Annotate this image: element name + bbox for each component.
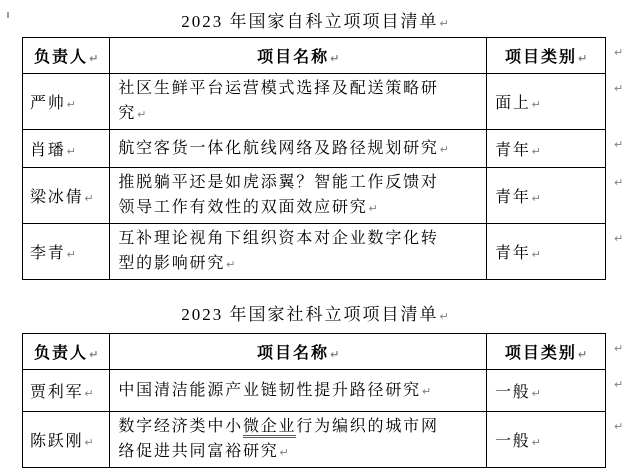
leader-cell bbox=[23, 370, 110, 412]
project-cell bbox=[110, 412, 487, 468]
project-cell bbox=[110, 168, 487, 224]
leader-name: 梁冰倩 bbox=[30, 189, 84, 206]
row-end-mark-icon: ↵ bbox=[614, 419, 624, 433]
paragraph-mark-icon: ↵ bbox=[368, 202, 378, 215]
paragraph-mark-icon: ↵ bbox=[66, 145, 76, 158]
project-name: 推脱躺平还是如虎添翼？智能工作反馈对领导工作有效性的双面效应研究 bbox=[118, 174, 439, 216]
header-project-category-label: 项目类别 bbox=[504, 345, 577, 362]
paragraph-mark-icon: ↵ bbox=[84, 192, 94, 205]
row-end-mark-icon: ↵ bbox=[614, 231, 624, 245]
header-leader-label: 负责人 bbox=[34, 49, 89, 66]
project-cell bbox=[110, 224, 487, 280]
grammar-underlined-text: 微企业 bbox=[243, 418, 296, 438]
header-project-category-label: 项目类别 bbox=[504, 49, 577, 66]
category-value: 一般 bbox=[495, 433, 531, 450]
paragraph-mark-icon: ↵ bbox=[89, 52, 99, 65]
leader-name: 陈跃刚 bbox=[30, 433, 84, 450]
leader-name: 肖璠 bbox=[30, 142, 66, 159]
project-name-segment: 行为编织的城市网络促进共同富裕研究 bbox=[118, 418, 439, 460]
category-cell bbox=[487, 74, 606, 130]
paragraph-mark-icon: ↵ bbox=[137, 108, 147, 121]
paragraph-mark-icon: ↵ bbox=[66, 98, 76, 111]
row-end-mark-icon: ↵ bbox=[614, 45, 624, 59]
paragraph-mark-icon: ↵ bbox=[330, 348, 340, 361]
row-end-mark bbox=[606, 74, 630, 130]
header-project-category bbox=[487, 38, 606, 74]
leader-cell bbox=[23, 130, 110, 168]
table-row bbox=[23, 130, 630, 168]
paragraph-mark-icon: ↵ bbox=[439, 17, 449, 30]
row-end-mark bbox=[606, 412, 630, 468]
nssf-list-title bbox=[0, 305, 630, 327]
table-row bbox=[23, 74, 630, 130]
category-cell bbox=[487, 224, 606, 280]
header-project-name bbox=[110, 334, 487, 370]
row-end-mark bbox=[606, 38, 630, 74]
nsfc-header-row bbox=[23, 38, 630, 74]
row-end-mark bbox=[606, 334, 630, 370]
header-project-category bbox=[487, 334, 606, 370]
leader-name: 李青 bbox=[30, 245, 66, 262]
category-value: 青年 bbox=[495, 142, 531, 159]
table-row bbox=[23, 412, 630, 468]
paragraph-mark-icon: ↵ bbox=[531, 436, 541, 449]
category-value: 青年 bbox=[495, 189, 531, 206]
project-name: 互补理论视角下组织资本对企业数字化转型的影响研究 bbox=[118, 230, 439, 272]
row-end-mark-icon: ↵ bbox=[614, 377, 624, 391]
project-cell bbox=[110, 370, 487, 412]
paragraph-mark-icon: ↵ bbox=[439, 310, 449, 323]
row-end-mark-icon: ↵ bbox=[614, 175, 624, 189]
row-end-mark bbox=[606, 168, 630, 224]
paragraph-mark-icon: ↵ bbox=[577, 348, 588, 361]
paragraph-mark-icon: ↵ bbox=[84, 436, 94, 449]
category-cell bbox=[487, 168, 606, 224]
nsfc-list-title-text: 2023 年国家自科立项项目清单 bbox=[181, 12, 439, 31]
header-project-name-label: 项目名称 bbox=[257, 345, 330, 362]
paragraph-mark-icon: ↵ bbox=[330, 52, 340, 65]
paragraph-mark-icon: ↵ bbox=[226, 258, 236, 271]
stray-paragraph-mark bbox=[7, 12, 9, 18]
paragraph-mark-icon: ↵ bbox=[531, 387, 541, 400]
category-value: 一般 bbox=[495, 384, 531, 401]
project-cell bbox=[110, 74, 487, 130]
row-end-mark-icon: ↵ bbox=[614, 81, 624, 95]
header-leader bbox=[23, 38, 110, 74]
category-cell bbox=[487, 130, 606, 168]
table-row bbox=[23, 370, 630, 412]
project-name: 中国清洁能源产业链韧性提升路径研究 bbox=[118, 381, 421, 399]
leader-cell bbox=[23, 412, 110, 468]
row-end-mark bbox=[606, 370, 630, 412]
nssf-list-title-text: 2023 年国家社科立项项目清单 bbox=[181, 305, 439, 324]
paragraph-mark-icon: ↵ bbox=[531, 98, 541, 111]
table-row bbox=[23, 168, 630, 224]
paragraph-mark-icon: ↵ bbox=[66, 248, 76, 261]
nssf-header-row bbox=[23, 334, 630, 370]
paragraph-mark-icon: ↵ bbox=[531, 145, 541, 158]
project-name: 航空客货一体化航线网络及路径规划研究 bbox=[118, 139, 439, 157]
leader-cell bbox=[23, 168, 110, 224]
leader-cell bbox=[23, 224, 110, 280]
paragraph-mark-icon: ↵ bbox=[439, 142, 449, 156]
paragraph-mark-icon: ↵ bbox=[577, 52, 588, 65]
row-end-mark bbox=[606, 224, 630, 280]
header-leader-label: 负责人 bbox=[34, 345, 89, 362]
header-leader bbox=[23, 334, 110, 370]
paragraph-mark-icon: ↵ bbox=[531, 192, 541, 205]
project-cell bbox=[110, 130, 487, 168]
category-cell bbox=[487, 370, 606, 412]
paragraph-mark-icon: ↵ bbox=[421, 384, 432, 398]
header-project-name bbox=[110, 38, 487, 74]
row-end-mark-icon: ↵ bbox=[614, 341, 624, 355]
leader-cell bbox=[23, 74, 110, 130]
paragraph-mark-icon: ↵ bbox=[89, 348, 99, 361]
row-end-mark-icon: ↵ bbox=[614, 137, 624, 151]
paragraph-mark-icon: ↵ bbox=[531, 248, 541, 261]
category-cell bbox=[487, 412, 606, 468]
leader-name: 贾利军 bbox=[30, 384, 84, 401]
project-name-segment: 数字经济类中小 bbox=[118, 418, 243, 435]
leader-name: 严帅 bbox=[30, 95, 66, 112]
category-value: 青年 bbox=[495, 245, 531, 262]
nssf-projects-table bbox=[22, 333, 630, 468]
nsfc-projects-table bbox=[22, 37, 630, 280]
paragraph-mark-icon: ↵ bbox=[279, 446, 289, 459]
header-project-name-label: 项目名称 bbox=[257, 49, 330, 66]
row-end-mark bbox=[606, 130, 630, 168]
table-row bbox=[23, 224, 630, 280]
paragraph-mark-icon: ↵ bbox=[84, 387, 94, 400]
nsfc-list-title bbox=[0, 12, 630, 34]
category-value: 面上 bbox=[495, 95, 531, 112]
project-name: 社区生鲜平台运营模式选择及配送策略研究 bbox=[118, 80, 439, 122]
